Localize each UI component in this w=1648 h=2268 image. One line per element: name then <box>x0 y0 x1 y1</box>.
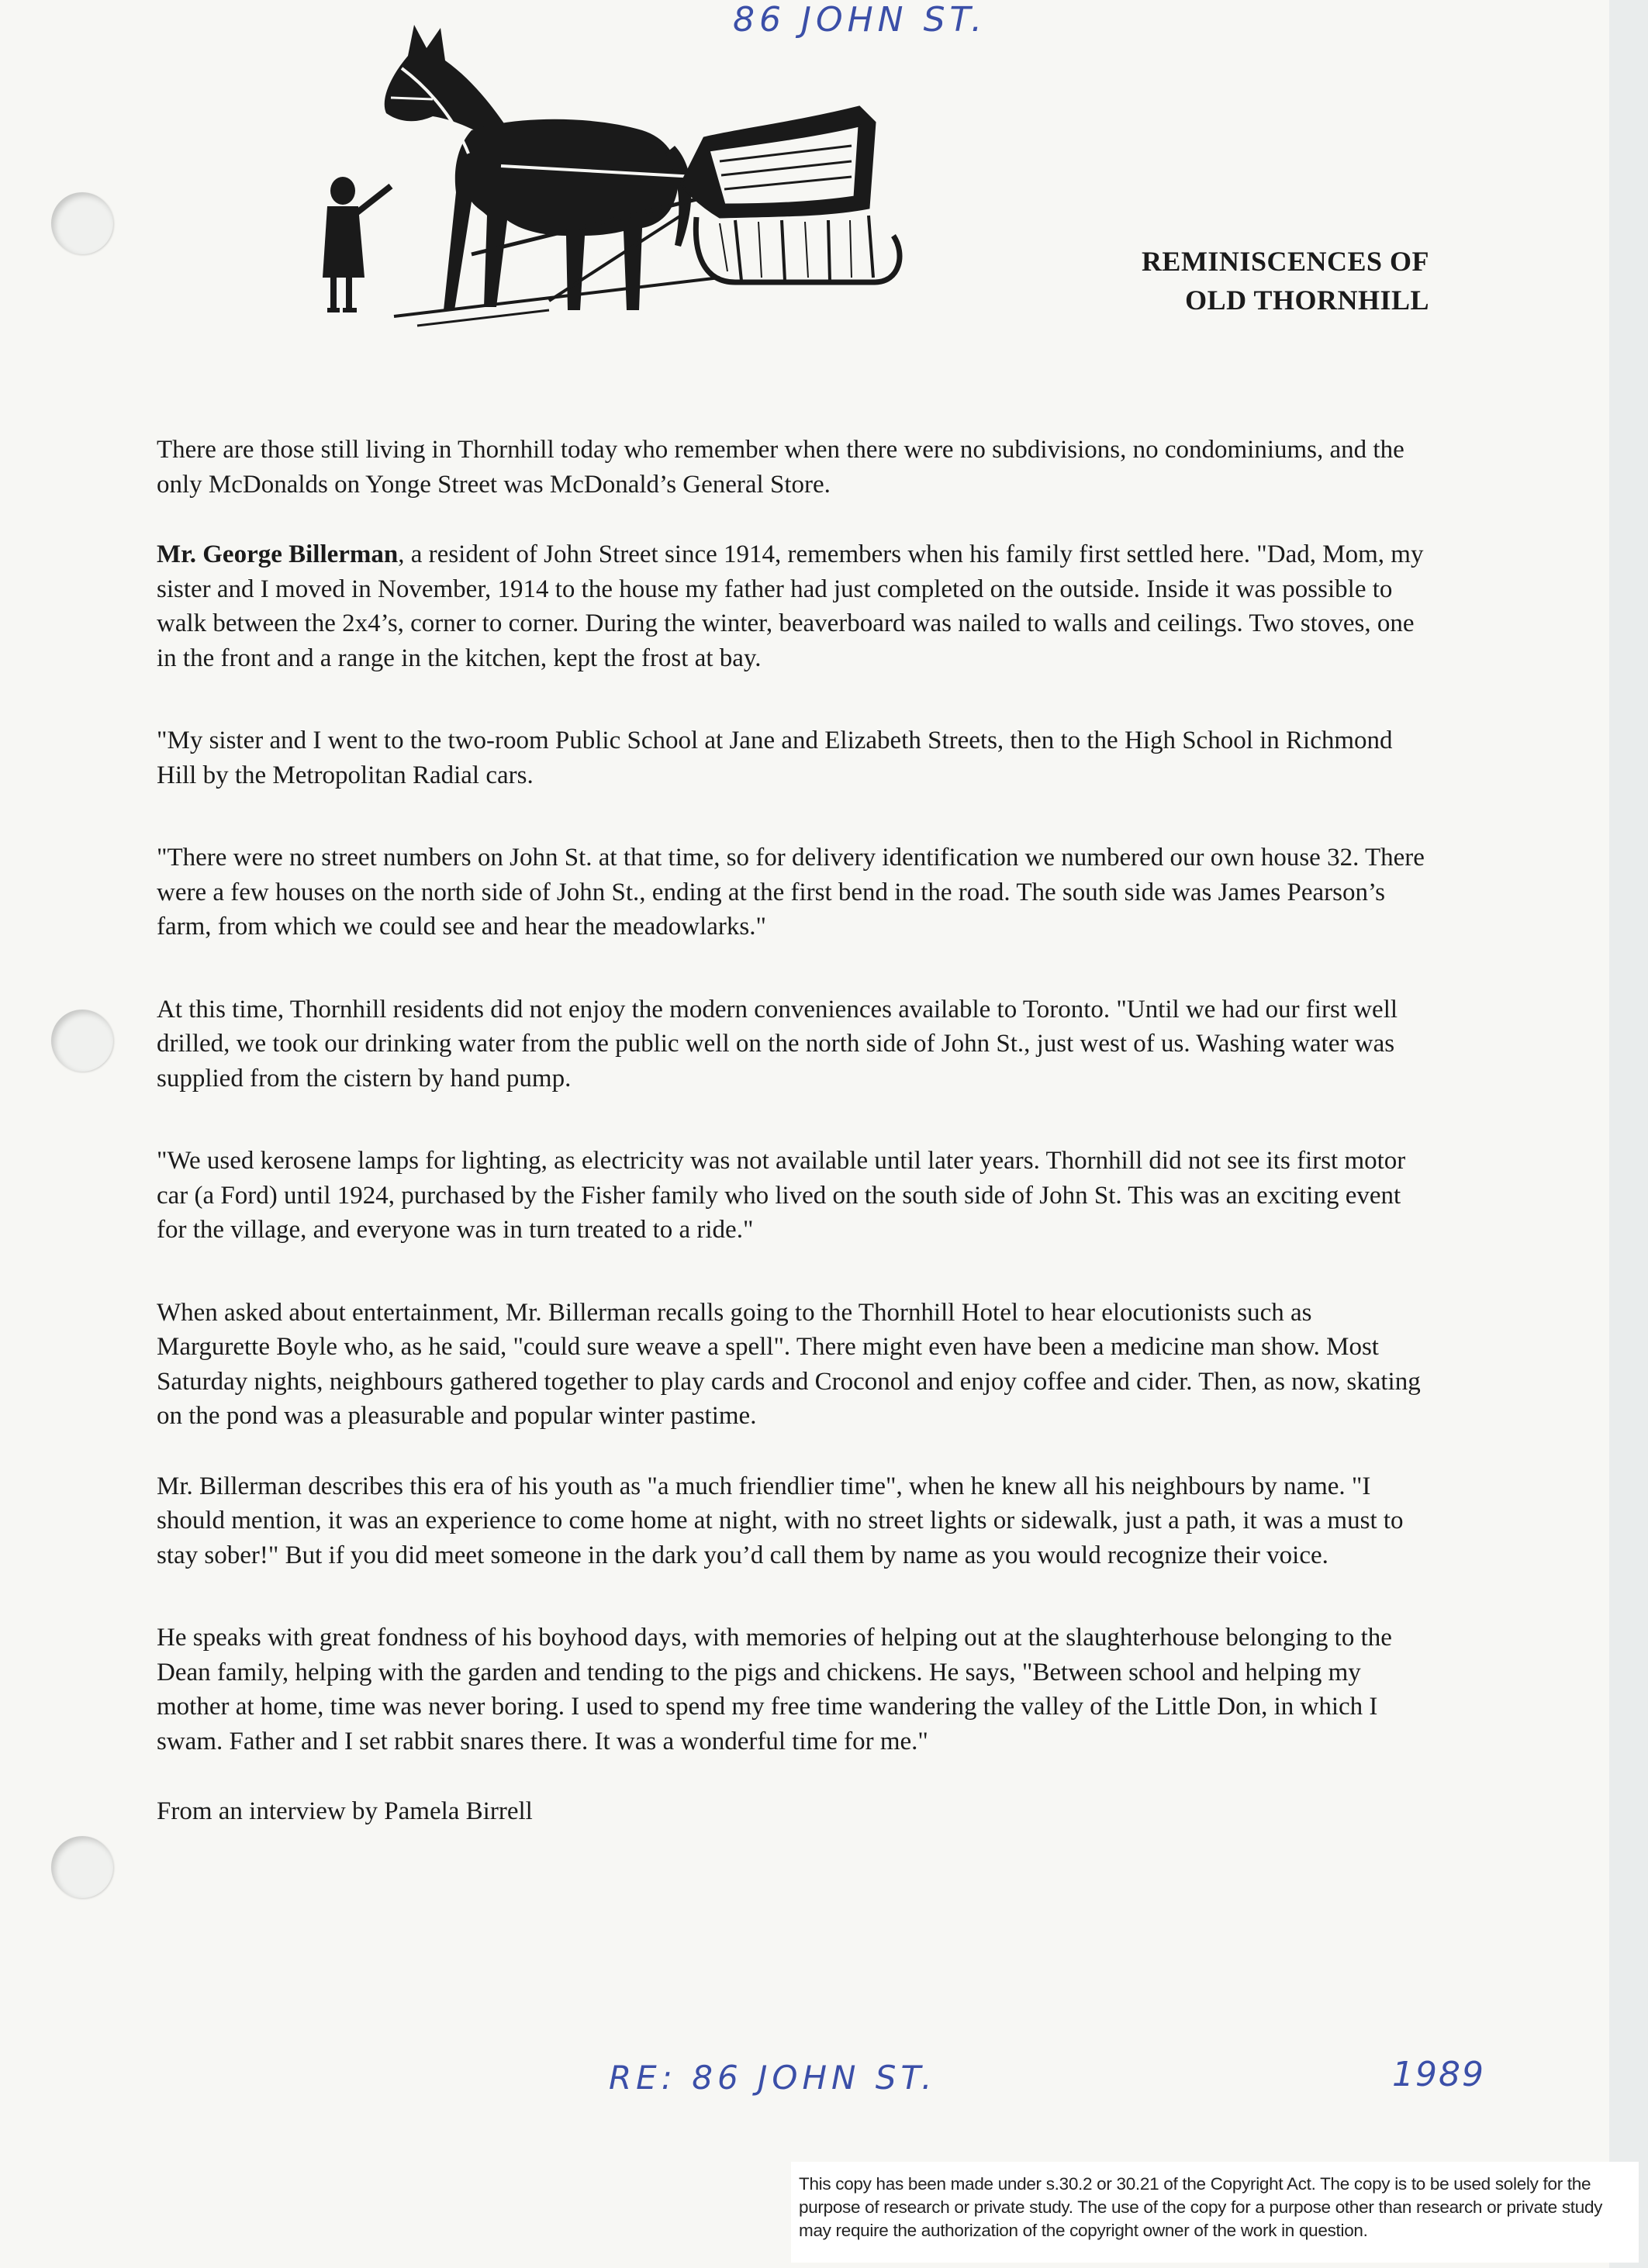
interview-credit: From an interview by Pamela Birrell <box>157 1797 533 1825</box>
paragraph-text: , a resident of John Street since 1914, remembers when his family first settled here. "Dad, Mom, my sister and I moved in November, 1914 to the house my father had just completed on the outside. Inside it was possible to walk between the 2x4’s, corner to corner. During the winter, beaverboard was nailed to walls and ceilings. Two stoves, one in the front and a range in the kitchen, kept the frost at bay. <box>157 540 1424 672</box>
handwritten-address: 86 JOHN ST. <box>733 0 987 40</box>
paragraph-school <box>157 723 1429 792</box>
paragraph-text: He speaks with great fondness of his boyhood days, with memories of helping out at the slaughterhouse belonging to the Dean family, helping with the garden and tending to the pigs and chickens. He says, "Between school and helping my mother at home, time was never boring. I used to spend my free time wandering the valley of the Little Don, in which I swam. Father and I set rabbit snares there. It was a wonderful time for me." <box>157 1624 1392 1755</box>
paragraph-street-numbers <box>157 841 1429 944</box>
paragraph-water <box>157 992 1429 1096</box>
handwritten-reference: RE: 86 JOHN ST. <box>609 2059 937 2097</box>
paragraph-lead: Mr. George Billerman <box>157 540 399 568</box>
copyright-notice: This copy has been made under s.30.2 or 30.21 of the Copyright Act. The copy is to be used solely for the purpose of research or private study. The use of the copy for a purpose other than research or private study may require the authorization of the copyright owner of the work in question. <box>791 2162 1639 2263</box>
paragraph-intro <box>157 433 1429 502</box>
paragraph-boyhood <box>157 1621 1429 1759</box>
article-body <box>157 433 1429 1865</box>
paragraph-text: "My sister and I went to the two-room Public School at Jane and Elizabeth Streets, then to the High School in Richmond Hill by the Metropolitan Radial cars. <box>157 727 1393 789</box>
paragraph-lighting <box>157 1144 1429 1248</box>
paragraph-friendlier-time <box>157 1469 1429 1573</box>
paragraph-billerman-intro <box>157 537 1429 675</box>
title-line-1: REMINISCENCES OF <box>1141 246 1429 277</box>
punch-hole-middle <box>51 1010 113 1072</box>
punch-hole-top <box>51 192 113 254</box>
horse-sleigh-illustration <box>316 22 917 332</box>
paragraph-text: When asked about entertainment, Mr. Billerman recalls going to the Thornhill Hotel to hear elocutionists such as Margurette Boyle who, as he said, "could sure weave a spell". There might even have been a medicine man show. Most Saturday nights, neighbours gathered together to play cards and Croconol and enjoy coffee and cider. Then, as now, skating on the pond was a pleasurable and popular winter pastime. <box>157 1298 1421 1430</box>
paragraph-text: "There were no street numbers on John St. at that time, so for delivery identification we numbered our own house 32. There were a few houses on the north side of John St., ending at the first bend in the road. The south side was James Pearson’s farm, from which we could see and hear the meadowlarks." <box>157 844 1425 941</box>
paragraph-text: There are those still living in Thornhill today who remember when there were no subdivisions, no condominiums, and the only McDonalds on Yonge Street was McDonald’s General Store. <box>157 436 1404 499</box>
title-line-2: OLD THORNHILL <box>1185 285 1429 316</box>
document-title <box>1142 242 1429 319</box>
paragraph-text: "We used kerosene lamps for lighting, as electricity was not available until later years. Thornhill did not see its first motor car (a Ford) until 1924, purchased by the Fisher family who lived on the south side of John St. This was an exciting event for the village, and everyone was in turn treated to a ride." <box>157 1147 1406 1244</box>
paragraph-text: Mr. Billerman describes this era of his youth as "a much friendlier time", when he knew all his neighbours by name. "I should mention, it was an experience to come home at night, with no street lights or sidewalk, just a path, it was a must to stay sober!" But if you did meet someone in the dark you’d call them by name as you would recognize their voice. <box>157 1472 1404 1569</box>
punch-hole-bottom <box>51 1836 113 1898</box>
handwritten-year: 1989 <box>1392 2055 1485 2094</box>
paragraph-entertainment <box>157 1296 1429 1434</box>
paragraph-text: At this time, Thornhill residents did not enjoy the modern conveniences available to Toronto. "Until we had our first well drilled, we took our drinking water from the public well on the north side of John St., just west of us. Washing water was supplied from the cistern by hand pump. <box>157 995 1398 1093</box>
